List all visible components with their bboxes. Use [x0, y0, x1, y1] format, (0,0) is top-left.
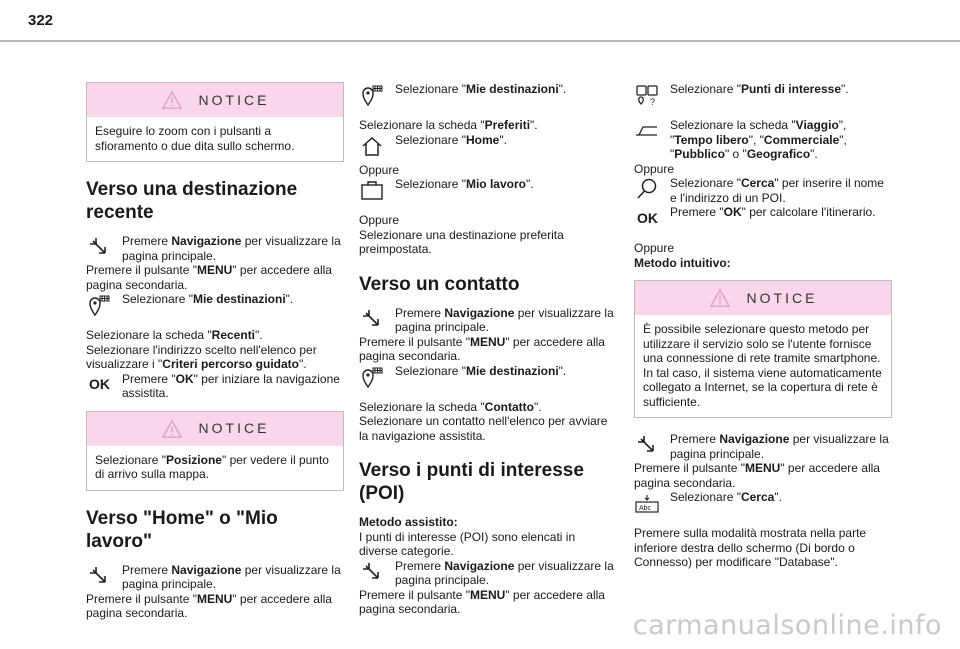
text-line: Selezionare una destinazione preferita preimpostata. — [359, 227, 564, 256]
notice-title: NOTICE — [198, 91, 270, 108]
text-line: Selezionare l'indirizzo scelto nell'elenco per visualizzare i "Criteri percorso guidato". — [86, 342, 317, 371]
text-oppure: Oppure — [359, 162, 400, 177]
notice-title: NOTICE — [198, 420, 270, 437]
text-line: Premere il pulsante "MENU" per accedere alla pagina secondaria. — [86, 263, 332, 292]
notice-text: Selezionare "Posizione" per vedere il punto di arrivo sulla mappa. — [95, 452, 329, 481]
step-navigation: Premere Navigazione per visualizzare la pagina principale. — [86, 234, 344, 263]
warning-icon — [709, 288, 731, 308]
section-title-poi: Verso i punti di interesse (POI) — [359, 460, 584, 504]
step-ok: OK Premere "OK" per iniziare la navigazione assistita. — [86, 372, 344, 401]
section-title-recent: Verso una destinazione recente — [86, 179, 298, 223]
map-pin-grid-icon — [359, 83, 385, 107]
svg-text:?: ? — [650, 97, 656, 107]
text-line: Selezionare la scheda "Preferiti". — [359, 118, 538, 132]
text-oppure: Oppure — [634, 161, 675, 176]
step-my-destinations: Selezionare "Mie destinazioni". — [359, 364, 617, 390]
section-title-contact: Verso un contatto — [359, 273, 520, 295]
section-title-home: Verso "Home" o "Mio lavoro" — [86, 507, 278, 552]
navigation-arrow-icon — [86, 564, 112, 588]
text-line: Metodo assistito: — [359, 515, 458, 529]
step-navigation: Premere Navigazione per visualizzare la pagina principale. — [359, 559, 617, 588]
navigation-arrow-icon — [86, 235, 112, 259]
keyboard-icon — [634, 491, 660, 515]
text-line: Premere il pulsante "MENU" per accedere alla pagina secondaria. — [634, 461, 880, 490]
text-line: I punti di interesse (POI) sono elencati in diverse categorie. — [359, 529, 576, 558]
watermark: carmanualsonline.info — [632, 610, 942, 641]
map-pin-grid-icon — [86, 293, 112, 317]
notice-header — [635, 281, 891, 315]
home-icon — [359, 134, 385, 158]
text-line: Selezionare la scheda "Recenti". — [86, 328, 263, 342]
step-navigation: Premere Navigazione per visualizzare la pagina principale. — [634, 432, 892, 461]
poi-icon — [634, 83, 660, 107]
ok-icon: OK — [89, 376, 110, 393]
svg-text:Abc: Abc — [639, 505, 652, 512]
step-poi: ? Selezionare "Punti di interesse". — [634, 82, 892, 108]
step-home: Selezionare "Home". — [359, 133, 617, 159]
step-my-destinations: Selezionare "Mie destinazioni". — [359, 82, 617, 108]
notice-header — [87, 412, 343, 446]
text-line: Premere il pulsante "MENU" per accedere alla pagina secondaria. — [86, 591, 332, 620]
step-tabs: Selezionare la scheda "Viaggio", "Tempo libero", "Commerciale", "Pubblico" o "Geografico". — [634, 118, 892, 162]
warning-icon — [161, 419, 183, 439]
notice-box — [86, 82, 344, 162]
column-3 — [634, 82, 892, 570]
step-navigation: Premere Navigazione per visualizzare la pagina principale. — [86, 563, 344, 592]
navigation-arrow-icon — [634, 433, 660, 457]
map-pin-grid-icon — [359, 365, 385, 389]
notice-box — [86, 411, 344, 491]
page-number: 322 — [28, 12, 54, 29]
search-icon — [634, 177, 660, 201]
notice-text: Eseguire lo zoom con i pulsanti a sfioramento o due dita sullo schermo. — [95, 124, 295, 153]
text-line: Metodo intuitivo: — [634, 255, 731, 270]
ok-icon: OK — [637, 209, 658, 226]
header-rule — [0, 40, 960, 42]
text-oppure: Oppure — [634, 241, 675, 255]
step-my-work: Selezionare "Mio lavoro". — [359, 177, 617, 203]
text-line: Premere sulla modalità mostrata nella parte inferiore destra dello schermo (Di bordo o Connesso) per modificare "Database". — [634, 526, 867, 569]
step-navigation: Premere Navigazione per visualizzare la pagina principale. — [359, 306, 617, 335]
step-ok: OK Premere "OK" per calcolare l'itinerario. — [634, 205, 892, 231]
text-line: Premere il pulsante "MENU" per accedere alla pagina secondaria. — [359, 334, 605, 363]
notice-header — [87, 83, 343, 117]
tab-icon — [634, 119, 660, 143]
step-search: Selezionare "Cerca" per inserire il nome e l'indirizzo di un POI. — [634, 176, 892, 205]
text-line: Selezionare la scheda "Contatto". — [359, 399, 542, 414]
notice-title: NOTICE — [746, 289, 818, 306]
text-line: Selezionare un contatto nell'elenco per avviare la navigazione assistita. — [359, 414, 608, 443]
navigation-arrow-icon — [359, 560, 385, 584]
step-search-keyboard: Abc Selezionare "Cerca". — [634, 490, 892, 516]
column-2 — [359, 82, 617, 617]
step-my-destinations: Selezionare "Mie destinazioni". — [86, 292, 344, 318]
notice-text: È possibile selezionare questo metodo per utilizzare il servizio solo se l'utente fornisce una connessione di rete tramite smartphone. In tal caso, il sistema viene automaticamente collegato a Internet, se la copertura di rete è sufficiente. — [643, 322, 882, 409]
warning-icon — [161, 90, 183, 110]
notice-box — [634, 280, 892, 418]
column-1 — [86, 82, 344, 621]
briefcase-icon — [359, 178, 385, 202]
text-oppure: Oppure — [359, 213, 400, 227]
navigation-arrow-icon — [359, 307, 385, 331]
text-line: Premere il pulsante "MENU" per accedere alla pagina secondaria. — [359, 587, 605, 616]
